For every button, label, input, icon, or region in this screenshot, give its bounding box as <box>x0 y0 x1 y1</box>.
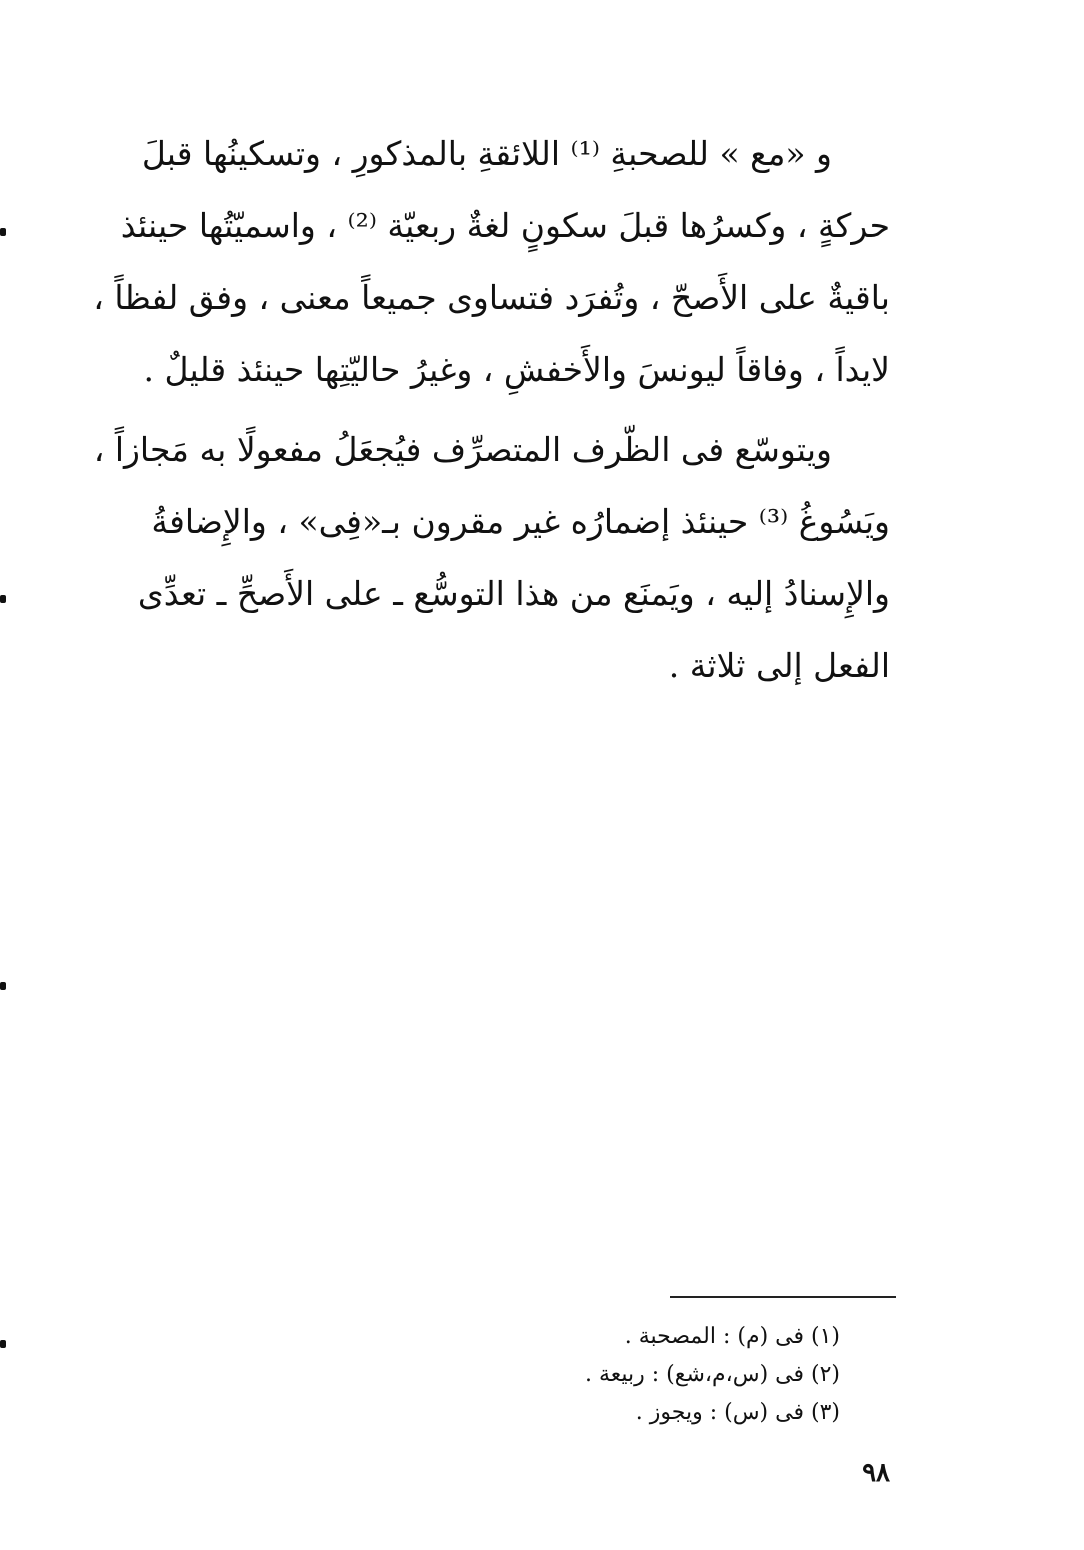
text-line: ويتوسّع فى الظّرف المتصرِّف فيُجعَلُ مفعولًا به مَجازاً ، <box>93 430 832 469</box>
page-number: ٩٨ <box>862 1458 890 1488</box>
text-line: الفعل إلى ثلاثة . <box>668 646 890 685</box>
text-line: حركةٍ ، وكسرُها قبلَ سكونٍ لغةٌ ربعيّة ⁽²⁾ ، واسميّتُها حينئذ <box>120 206 890 245</box>
text-line: و «مع » للصحبةِ ⁽¹⁾ اللائقةِ بالمذكورِ ، وتسكينُها قبلَ <box>141 134 832 173</box>
footnote-3: (٣) فى (س) : ويجوز . <box>635 1400 840 1425</box>
paragraph-2 <box>93 414 890 702</box>
text-line: ويَسُوغُ ⁽³⁾ حينئذ إضمارُه غير مقرون بـ«فِى» ، والإِضافةُ <box>151 502 890 541</box>
paragraph-1 <box>93 118 890 406</box>
scan-artifact-mark <box>0 982 6 990</box>
footnote-1: (١) فى (م) : المصحبة . <box>624 1324 840 1349</box>
footnote-divider <box>670 1296 896 1298</box>
scan-artifact-mark <box>0 1340 6 1348</box>
scan-artifact-mark <box>0 595 6 603</box>
footnotes <box>560 1318 840 1432</box>
scan-artifact-mark <box>0 228 6 236</box>
text-line: والإِسنادُ إليه ، ويَمنَع من هذا التوسُّع ـ على الأَصحِّ ـ تعدِّى <box>137 574 890 613</box>
main-text <box>93 118 890 702</box>
text-line: باقيةٌ على الأَصحّ ، وتُفرَد فتساوى جميعاً معنى ، وفق لفظاً ، <box>93 278 890 317</box>
text-line: لايداً ، وفاقاً ليونسَ والأَخفشِ ، وغيرُ حاليّتِها حينئذ قليلٌ . <box>143 350 890 389</box>
footnote-2: (٢) فى (س،م،شع) : ربيعة . <box>584 1362 840 1387</box>
